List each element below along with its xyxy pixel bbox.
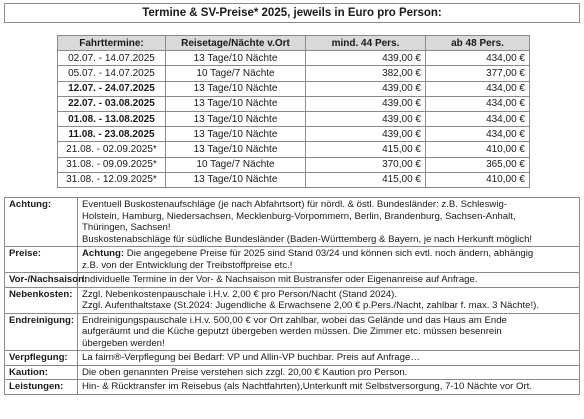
price-44-cell: 439,00 € bbox=[306, 96, 426, 111]
info-row-verp bbox=[5, 351, 580, 366]
kaution-label: Kaution: bbox=[5, 365, 78, 380]
neben-label: Nebenkosten: bbox=[5, 287, 78, 313]
price-44-cell: 415,00 € bbox=[306, 172, 426, 187]
price-row bbox=[58, 96, 530, 111]
nights-cell: 13 Tage/10 Nächte bbox=[166, 127, 306, 142]
neben-line-2: Zzgl. Aufenthaltstaxe (St.2024: Jugendliche & Erwachsene 2,00 € p.Pers./Nacht, zahlbar f. max. 3 Nächte!). bbox=[82, 300, 540, 311]
achtung-line-1: Eventuell Buskostenaufschläge (je nach Abfahrtsort) für nördl. & östl. Bundesländer: z.B. Schleswig- bbox=[82, 199, 508, 210]
info-row-preise bbox=[5, 247, 580, 273]
price-44-cell: 439,00 € bbox=[306, 127, 426, 142]
vor-label: Vor-/Nachsaison: bbox=[5, 273, 78, 288]
price-48-cell: 410,00 € bbox=[426, 142, 530, 157]
preise-line-1 bbox=[82, 248, 575, 260]
header-nights: Reisetage/Nächte v.Ort bbox=[166, 36, 306, 51]
date-cell: 05.07. - 14.07.2025 bbox=[58, 66, 166, 81]
preise-line-1-text: Die angegebene Preise für 2025 sind Stand 03/24 und können sich evtl. noch ändern, abhängig bbox=[124, 248, 534, 259]
info-row-leistungen bbox=[5, 380, 580, 395]
nights-cell: 10 Tage/7 Nächte bbox=[166, 157, 306, 172]
end-label: Endreinigung: bbox=[5, 313, 78, 351]
end-line-1: Endreinigungspauschale i.H.v. 500,00 € vor Ort zahlbar, wobei das Gelände und das Haus am Ende bbox=[82, 314, 507, 326]
info-table bbox=[4, 197, 580, 395]
price-48-cell: 434,00 € bbox=[426, 51, 530, 66]
kaution-text: Die oben genannten Preise verstehen sich zzgl. 20,00 € Kaution pro Person. bbox=[78, 365, 580, 380]
price-table bbox=[57, 35, 530, 188]
price-row bbox=[58, 127, 530, 142]
price-48-cell: 377,00 € bbox=[426, 66, 530, 81]
info-row-achtung bbox=[5, 198, 580, 247]
price-44-cell: 415,00 € bbox=[306, 142, 426, 157]
price-44-cell: 370,00 € bbox=[306, 157, 426, 172]
price-48-cell: 434,00 € bbox=[426, 127, 530, 142]
info-row-neben bbox=[5, 287, 580, 313]
price-row bbox=[58, 111, 530, 126]
price-row bbox=[58, 157, 530, 172]
price-row bbox=[58, 172, 530, 187]
price-row bbox=[58, 142, 530, 157]
end-line-2: aufgeräumt und die Küche geputzt übergeben werden müssen. Die Zimmer etc. müssen besenrein bbox=[82, 326, 502, 337]
achtung-line-4: Buskostenabschläge für südliche Bundesländer (Baden-Württemberg & Bayern, je nach Herkunft möglich! bbox=[82, 233, 533, 245]
nights-cell: 13 Tage/10 Nächte bbox=[166, 96, 306, 111]
preise-bold: Achtung: bbox=[82, 248, 125, 259]
leist-text: Hin- & Rücktransfer im Reisebus (als Nachtfahrten),Unterkunft mit Selbstversorgung, 7-10 Nächte vor Ort. bbox=[78, 380, 580, 395]
preise-line-2: z.B. von der Entwicklung der Treibstoffpreise etc.! bbox=[82, 259, 293, 271]
price-48-cell: 410,00 € bbox=[426, 172, 530, 187]
achtung-line-2: Holstein, Hamburg, Niedersachsen, Mecklenburg-Vorpommern, Berlin, Brandenburg, Sachsen-Anhalt, bbox=[82, 210, 516, 222]
neben-text bbox=[78, 287, 580, 313]
preise-text bbox=[78, 247, 580, 273]
date-cell: 21.08. - 02.09.2025* bbox=[58, 142, 166, 157]
price-48-cell: 365,00 € bbox=[426, 157, 530, 172]
nights-cell: 13 Tage/10 Nächte bbox=[166, 172, 306, 187]
achtung-text bbox=[78, 198, 580, 247]
vor-text: Individuelle Termine in der Vor- & Nachsaison mit Bustransfer oder Eigenanreise auf Anfrage. bbox=[78, 273, 580, 288]
date-cell: 22.07. - 03.08.2025 bbox=[58, 96, 166, 111]
price-48-cell: 434,00 € bbox=[426, 81, 530, 96]
price-row bbox=[58, 51, 530, 66]
price-44-cell: 439,00 € bbox=[306, 51, 426, 66]
header-min44: mind. 44 Pers. bbox=[306, 36, 426, 51]
date-cell: 12.07. - 24.07.2025 bbox=[58, 81, 166, 96]
nights-cell: 10 Tage/7 Nächte bbox=[166, 66, 306, 81]
achtung-label: Achtung: bbox=[5, 198, 78, 247]
header-ab48: ab 48 Pers. bbox=[426, 36, 530, 51]
nights-cell: 13 Tage/10 Nächte bbox=[166, 142, 306, 157]
nights-cell: 13 Tage/10 Nächte bbox=[166, 111, 306, 126]
end-line-3: übergeben werden! bbox=[82, 337, 165, 349]
date-cell: 31.08. - 09.09.2025* bbox=[58, 157, 166, 172]
achtung-line-3: Thüringen, Sachsen! bbox=[82, 222, 171, 233]
neben-line-1: Zzgl. Nebenkostenpauschale i.H.v. 2,00 € pro Person/Nacht (Stand 2024). bbox=[82, 288, 397, 300]
info-row-vor bbox=[5, 273, 580, 288]
date-cell: 11.08. - 23.08.2025 bbox=[58, 127, 166, 142]
header-dates: Fahrttermine: bbox=[58, 36, 166, 51]
price-table-header-row bbox=[58, 36, 530, 51]
price-44-cell: 382,00 € bbox=[306, 66, 426, 81]
verp-label: Verpflegung: bbox=[5, 351, 78, 366]
info-row-end bbox=[5, 313, 580, 351]
date-cell: 01.08. - 13.08.2025 bbox=[58, 111, 166, 126]
preise-label: Preise: bbox=[5, 247, 78, 273]
price-44-cell: 439,00 € bbox=[306, 111, 426, 126]
price-48-cell: 434,00 € bbox=[426, 111, 530, 126]
page-title bbox=[4, 3, 580, 23]
info-row-kaution bbox=[5, 365, 580, 380]
price-row bbox=[58, 81, 530, 96]
verp-text: La fairn®-Verpflegung bei Bedarf: VP und Allin-VP buchbar. Preis auf Anfrage… bbox=[78, 351, 580, 366]
date-cell: 31.08. - 12.09.2025* bbox=[58, 172, 166, 187]
price-48-cell: 434,00 € bbox=[426, 96, 530, 111]
nights-cell: 13 Tage/10 Nächte bbox=[166, 81, 306, 96]
end-text bbox=[78, 313, 580, 351]
date-cell: 02.07. - 14.07.2025 bbox=[58, 51, 166, 66]
price-44-cell: 439,00 € bbox=[306, 81, 426, 96]
price-row bbox=[58, 66, 530, 81]
title-text: Termine & SV-Preise* 2025, jeweils in Euro pro Person: bbox=[142, 7, 442, 19]
price-table-body bbox=[58, 51, 530, 188]
nights-cell: 13 Tage/10 Nächte bbox=[166, 51, 306, 66]
leist-label: Leistungen: bbox=[5, 380, 78, 395]
